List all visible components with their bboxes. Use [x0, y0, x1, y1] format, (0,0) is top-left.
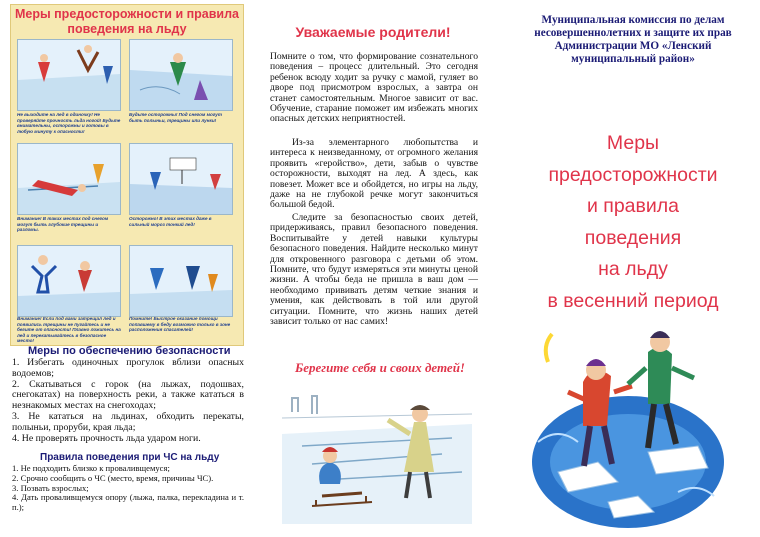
title-line: и правила	[586, 195, 680, 217]
organization-name: Муниципальная комиссия по делам несовершеннолетних и защите их прав Администрации МО «Ленский муниципальный район»	[534, 14, 732, 65]
emergency-rules-title: Правила поведения при ЧС на льду	[40, 452, 220, 463]
children-on-ice-illustration	[528, 322, 728, 532]
safety-measures-list	[12, 358, 244, 444]
list-item: 4. Не проверять прочность льда ударом ноги.	[12, 432, 201, 444]
title-line: в весенний период	[547, 289, 719, 312]
paragraph-1: Помните о том, что формирование сознательного поведения – процесс длительный. Это сегодня ребенок всюду ходит за ручку с мамой, гуляет во дворе под присмотром взрослых, а завтра он станет самостоятельным. Многое зависит от вас. Обучение, старание поможет им избежать многих опасных детских неприятностей.	[270, 51, 478, 125]
poster-caption-6: Помните! Быстрое оказание помощи попавшему в беду возможно только в зоне расположения спасателей!	[129, 316, 231, 333]
poster-illustration-1	[17, 39, 121, 111]
poster-caption-2: Будьте осторожны! Под снегом могут быть полыньи, трещины или лунки!	[129, 112, 222, 123]
list-item: 2. Срочно сообщить о ЧС (место, время, причины ЧС).	[12, 472, 214, 483]
list-item: 1. Избегать одиночных прогулок вблизи опасных водоемов;	[12, 357, 244, 379]
poster-illustration-2	[129, 39, 233, 111]
leaflet-title	[520, 128, 746, 317]
poster-illustration-3	[17, 143, 121, 215]
winter-scene-illustration	[282, 384, 472, 524]
poster-caption-1: Не выходите на лед в одиночку! Не проверяйте прочность льда ногой! Будьте внимательны, осторожны и готовы в любую минуту к опасности!	[17, 112, 121, 134]
safety-poster	[10, 4, 244, 346]
parents-greeting: Уважаемые родители!	[295, 24, 451, 40]
poster-title: Меры предосторожности и правила поведения на льду	[14, 7, 239, 36]
list-item: 2. Скатываться с горок (на лыжах, подошвах, снегокатах) на поверхность реки, а также кататься в незнакомых местах на снегоходах;	[12, 378, 244, 412]
list-item: 1. Не подходить близко к проваливщемуся;	[12, 463, 170, 473]
emergency-rules-list	[12, 464, 244, 513]
list-item: 3. Не кататься на льдинах, обходить перекаты, полыньи, проруби, края льда;	[12, 410, 244, 433]
poster-illustration-5	[17, 245, 121, 317]
poster-caption-4: Осторожно! В этих местах даже в сильный мороз тонкий лед!	[129, 216, 212, 227]
poster-caption-3: Внимание! В таких местах под снегом могут быть глубокие трещины и разломы.	[17, 216, 109, 233]
poster-caption-5: Внимание! Если под вами затрещал лед и появились трещины не пугайтесь и не бегите от опасности! Плавно ложитесь на лед и перекатывайтесь в безопасное место!	[17, 316, 121, 344]
title-line: поведения	[584, 226, 682, 249]
paragraph-2: Из-за элементарного любопытства и интереса к неизведанному, от огромного желания проявить «геройство», дети, забыв о чувстве осторожности, выходят на лед. А здесь, как повезет. Может все и обойдется, но игры на льду, даже на не глубокой речке могут закончиться большой бедой.	[270, 137, 478, 211]
title-line: Меры	[606, 132, 660, 154]
poster-illustration-6	[129, 245, 233, 317]
title-line: на льду	[598, 258, 668, 280]
title-line: предосторожности	[548, 163, 718, 186]
paragraph-3: Следите за безопасностью своих детей, придерживаясь, правил безопасного поведения. Воспитывайте у детей навыки культуры безопасного поведения. Найдите несколько минут для откровенного разговора с детьми об этом. Помните, что будут измеряться эти минуты ценой жизни. А чтобы беда не пришла в ваш дом — необходимо прививать детям четкие знания и умения, как действовать в той или другой ситуации. Помните, что жизнь наших детей зависит только от нас самих!	[270, 212, 478, 328]
poster-illustration-4	[129, 143, 233, 215]
safety-measures-title: Меры по обеспечению безопасности	[28, 345, 231, 357]
list-item: 3. Позвать взрослых;	[12, 482, 89, 493]
slogan: Берегите себя и своих детей!	[294, 360, 465, 375]
list-item: 4. Дать проваливщемуся опору (лыжа, палка, перекладина и т. п.);	[12, 492, 244, 513]
